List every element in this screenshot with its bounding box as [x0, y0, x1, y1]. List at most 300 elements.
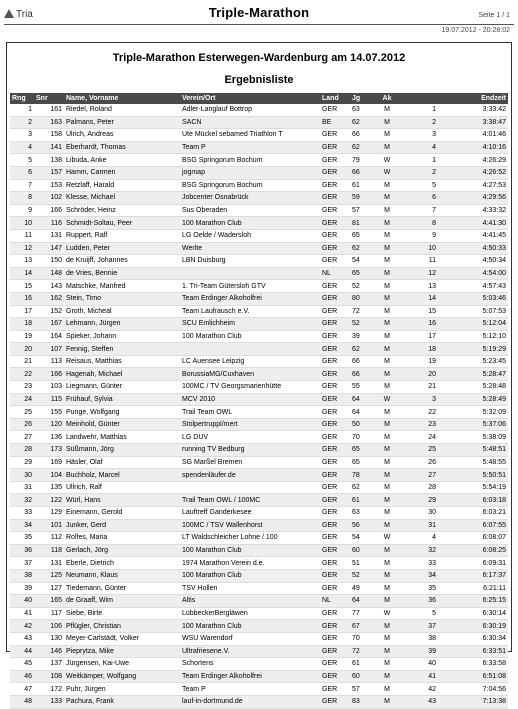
- cell-land: GER: [320, 569, 350, 582]
- cell-endzeit: 6:08:25: [438, 544, 508, 557]
- cell-rng: 27: [10, 431, 34, 444]
- cell-verein: lauf-in-dortmund.de: [180, 695, 320, 708]
- cell-rng: 3: [10, 129, 34, 142]
- cell-verein: TSV Hollen: [180, 582, 320, 595]
- cell-verein: SACN: [180, 116, 320, 129]
- cell-endzeit: 5:28:47: [438, 368, 508, 381]
- cell-ak-rank: 42: [402, 683, 438, 696]
- cell-name: Eberle, Dietrich: [64, 557, 180, 570]
- cell-name: Hagenah, Michael: [64, 368, 180, 381]
- cell-ak: M: [372, 192, 402, 205]
- cell-jg: 55: [350, 381, 372, 394]
- cell-name: Pachura, Frank: [64, 695, 180, 708]
- cell-ak-rank: 1: [402, 104, 438, 116]
- table-row: [10, 444, 508, 457]
- cell-ak-rank: 2: [402, 166, 438, 179]
- cell-snr: 135: [34, 481, 64, 494]
- table-row: [10, 280, 508, 293]
- document-title: Triple-Marathon: [208, 5, 310, 20]
- cell-land: GER: [320, 355, 350, 368]
- cell-land: GER: [320, 217, 350, 230]
- table-row: [10, 607, 508, 620]
- cell-endzeit: 6:33:51: [438, 645, 508, 658]
- cell-endzeit: 5:48:51: [438, 444, 508, 457]
- cell-jg: 62: [350, 242, 372, 255]
- list-subtitle: Ergebnisliste: [224, 74, 294, 86]
- cell-ak: M: [372, 217, 402, 230]
- cell-land: GER: [320, 444, 350, 457]
- cell-endzeit: 4:50:33: [438, 242, 508, 255]
- cell-land: GER: [320, 620, 350, 633]
- cell-name: Lehmann, Jürgen: [64, 318, 180, 331]
- cell-verein: 100 Marathon Club: [180, 544, 320, 557]
- cell-endzeit: 6:30:14: [438, 607, 508, 620]
- cell-ak-rank: 14: [402, 292, 438, 305]
- cell-rng: 11: [10, 229, 34, 242]
- cell-ak-rank: 17: [402, 330, 438, 343]
- cell-endzeit: 6:08:07: [438, 532, 508, 545]
- cell-ak-rank: 20: [402, 368, 438, 381]
- cell-verein: jogmap: [180, 166, 320, 179]
- cell-verein: Stolpertruppl/mert: [180, 418, 320, 431]
- cell-ak-rank: 43: [402, 695, 438, 708]
- cell-name: Schröder, Heinz: [64, 204, 180, 217]
- table-row: [10, 217, 508, 230]
- cell-jg: 61: [350, 658, 372, 671]
- cell-rng: 15: [10, 280, 34, 293]
- cell-jg: 70: [350, 632, 372, 645]
- event-title: Triple-Marathon Esterwegen-Wardenburg am 14.07.2012: [112, 52, 406, 64]
- cell-snr: 161: [34, 104, 64, 116]
- cell-jg: 66: [350, 368, 372, 381]
- cell-ak-rank: 30: [402, 507, 438, 520]
- cell-name: Buchholz, Marcel: [64, 469, 180, 482]
- cell-endzeit: 5:32:09: [438, 406, 508, 419]
- cell-verein: 100 Marathon Club: [180, 217, 320, 230]
- cell-endzeit: 4:33:32: [438, 204, 508, 217]
- cell-name: Pflügler, Christian: [64, 620, 180, 633]
- cell-endzeit: 5:37:06: [438, 418, 508, 431]
- cell-rng: 5: [10, 154, 34, 167]
- table-row: [10, 431, 508, 444]
- cell-verein: [180, 343, 320, 356]
- cell-endzeit: 6:03:18: [438, 494, 508, 507]
- cell-name: Tiedemann, Günter: [64, 582, 180, 595]
- table-row: [10, 242, 508, 255]
- cell-rng: 46: [10, 670, 34, 683]
- table-row: [10, 129, 508, 142]
- cell-land: GER: [320, 406, 350, 419]
- cell-rng: 45: [10, 658, 34, 671]
- cell-rng: 22: [10, 368, 34, 381]
- cell-land: GER: [320, 166, 350, 179]
- cell-rng: 12: [10, 242, 34, 255]
- cell-jg: 65: [350, 444, 372, 457]
- cell-endzeit: 7:13:38: [438, 695, 508, 708]
- cell-endzeit: 5:38:09: [438, 431, 508, 444]
- cell-endzeit: 6:09:31: [438, 557, 508, 570]
- cell-rng: 43: [10, 632, 34, 645]
- cell-rng: 40: [10, 595, 34, 608]
- cell-snr: 104: [34, 469, 64, 482]
- cell-snr: 101: [34, 519, 64, 532]
- cell-ak: M: [372, 469, 402, 482]
- cell-ak-rank: 28: [402, 481, 438, 494]
- cell-verein: LC Auensee Leipzig: [180, 355, 320, 368]
- cell-snr: 137: [34, 658, 64, 671]
- cell-snr: 103: [34, 381, 64, 394]
- cell-verein: Lauftreff Ganderkesee: [180, 507, 320, 520]
- cell-jg: 65: [350, 267, 372, 280]
- cell-ak-rank: 26: [402, 456, 438, 469]
- cell-name: de Kruijff, Johannes: [64, 255, 180, 268]
- cell-ak: M: [372, 519, 402, 532]
- table-row: [10, 229, 508, 242]
- cell-snr: 131: [34, 557, 64, 570]
- cell-endzeit: 4:41:30: [438, 217, 508, 230]
- table-row: [10, 658, 508, 671]
- cell-rng: 38: [10, 569, 34, 582]
- cell-ak-rank: 40: [402, 658, 438, 671]
- cell-land: GER: [320, 632, 350, 645]
- cell-snr: 106: [34, 620, 64, 633]
- cell-ak-rank: 11: [402, 255, 438, 268]
- cell-name: Einemann, Gerold: [64, 507, 180, 520]
- cell-land: GER: [320, 481, 350, 494]
- cell-rng: 39: [10, 582, 34, 595]
- cell-name: Ulrich, Andreas: [64, 129, 180, 142]
- table-row: [10, 381, 508, 394]
- cell-ak-rank: 8: [402, 217, 438, 230]
- cell-rng: 32: [10, 494, 34, 507]
- cell-ak-rank: 41: [402, 670, 438, 683]
- cell-land: GER: [320, 242, 350, 255]
- cell-rng: 16: [10, 292, 34, 305]
- cell-jg: 77: [350, 607, 372, 620]
- table-row: [10, 456, 508, 469]
- table-header-row: [10, 93, 508, 104]
- cell-name: Häsler, Olaf: [64, 456, 180, 469]
- cell-verein: Trail Team OWL: [180, 406, 320, 419]
- cell-ak-rank: 4: [402, 532, 438, 545]
- table-row: [10, 292, 508, 305]
- cell-endzeit: 5:12:04: [438, 318, 508, 331]
- cell-jg: 66: [350, 166, 372, 179]
- cell-rng: 24: [10, 393, 34, 406]
- cell-rng: 47: [10, 683, 34, 696]
- cell-ak: M: [372, 507, 402, 520]
- cell-endzeit: 6:25:15: [438, 595, 508, 608]
- cell-endzeit: 5:28:49: [438, 393, 508, 406]
- cell-jg: 60: [350, 544, 372, 557]
- cell-ak-rank: 15: [402, 305, 438, 318]
- cell-land: GER: [320, 368, 350, 381]
- cell-endzeit: 4:29:56: [438, 192, 508, 205]
- cell-rng: 10: [10, 217, 34, 230]
- cell-land: GER: [320, 507, 350, 520]
- cell-ak-rank: 29: [402, 494, 438, 507]
- cell-name: Palmans, Peter: [64, 116, 180, 129]
- col-ak: Ak: [372, 93, 402, 104]
- cell-snr: 143: [34, 280, 64, 293]
- cell-verein: Ute Mückel sebamed Triathlon T: [180, 129, 320, 142]
- cell-name: Spieker, Johann: [64, 330, 180, 343]
- cell-rng: 35: [10, 532, 34, 545]
- cell-rng: 34: [10, 519, 34, 532]
- table-row: [10, 330, 508, 343]
- cell-land: GER: [320, 330, 350, 343]
- cell-name: Puhr, Jürgen: [64, 683, 180, 696]
- cell-ak-rank: 31: [402, 519, 438, 532]
- cell-snr: 108: [34, 670, 64, 683]
- cell-endzeit: 4:50:34: [438, 255, 508, 268]
- cell-ak: W: [372, 166, 402, 179]
- table-row: [10, 695, 508, 708]
- cell-verein: BorussiaMG/Cuxhaven: [180, 368, 320, 381]
- cell-ak-rank: 33: [402, 557, 438, 570]
- cell-jg: 49: [350, 582, 372, 595]
- table-row: [10, 507, 508, 520]
- cell-ak-rank: 3: [402, 393, 438, 406]
- cell-ak-rank: 1: [402, 154, 438, 167]
- col-endzeit: Endzeit: [438, 93, 508, 104]
- table-row: [10, 595, 508, 608]
- cell-name: Jürgensen, Kai-Uwe: [64, 658, 180, 671]
- cell-name: Liegmann, Günter: [64, 381, 180, 394]
- cell-ak: W: [372, 393, 402, 406]
- cell-name: de Vries, Bennie: [64, 267, 180, 280]
- cell-snr: 166: [34, 204, 64, 217]
- cell-ak: M: [372, 267, 402, 280]
- table-row: [10, 532, 508, 545]
- cell-snr: 157: [34, 166, 64, 179]
- cell-jg: 62: [350, 481, 372, 494]
- cell-rng: 31: [10, 481, 34, 494]
- cell-ak: M: [372, 658, 402, 671]
- cell-snr: 166: [34, 368, 64, 381]
- cell-land: GER: [320, 229, 350, 242]
- cell-jg: 52: [350, 318, 372, 331]
- cell-ak-rank: 39: [402, 645, 438, 658]
- cell-name: Matschke, Manfred: [64, 280, 180, 293]
- cell-land: GER: [320, 318, 350, 331]
- cell-name: Meinhold, Günter: [64, 418, 180, 431]
- cell-land: GER: [320, 582, 350, 595]
- cell-ak: M: [372, 670, 402, 683]
- col-name: Name, Vorname: [64, 93, 180, 104]
- cell-rng: 29: [10, 456, 34, 469]
- cell-rng: 18: [10, 318, 34, 331]
- cell-jg: 59: [350, 192, 372, 205]
- table-row: [10, 192, 508, 205]
- table-row: [10, 141, 508, 154]
- cell-land: GER: [320, 695, 350, 708]
- cell-verein: Team Erdinger Alkoholfrei: [180, 292, 320, 305]
- cell-ak: M: [372, 683, 402, 696]
- cell-rng: 26: [10, 418, 34, 431]
- table-row: [10, 343, 508, 356]
- cell-land: GER: [320, 494, 350, 507]
- table-row: [10, 305, 508, 318]
- cell-jg: 79: [350, 154, 372, 167]
- col-land: Land: [320, 93, 350, 104]
- cell-ak: M: [372, 305, 402, 318]
- cell-rng: 13: [10, 255, 34, 268]
- cell-ak-rank: 25: [402, 444, 438, 457]
- cell-verein: BSG Springorum Bochum: [180, 154, 320, 167]
- cell-jg: 62: [350, 141, 372, 154]
- cell-snr: 125: [34, 569, 64, 582]
- cell-verein: SG Marßel Bremen: [180, 456, 320, 469]
- cell-ak: M: [372, 620, 402, 633]
- cell-jg: 54: [350, 532, 372, 545]
- cell-jg: 65: [350, 456, 372, 469]
- cell-verein: SCU Emlichheim: [180, 318, 320, 331]
- cell-endzeit: 4:01:46: [438, 129, 508, 142]
- cell-endzeit: 6:07:55: [438, 519, 508, 532]
- cell-ak-rank: 32: [402, 544, 438, 557]
- cell-name: Junker, Gerd: [64, 519, 180, 532]
- cell-ak: M: [372, 104, 402, 116]
- cell-ak: M: [372, 255, 402, 268]
- cell-land: GER: [320, 670, 350, 683]
- table-row: [10, 255, 508, 268]
- cell-snr: 127: [34, 582, 64, 595]
- cell-jg: 66: [350, 129, 372, 142]
- cell-jg: 56: [350, 519, 372, 532]
- cell-verein: LG DUV: [180, 431, 320, 444]
- cell-rng: 17: [10, 305, 34, 318]
- cell-endzeit: 4:57:43: [438, 280, 508, 293]
- cell-verein: spendenläufer.de: [180, 469, 320, 482]
- cell-verein: LübbeckerBergläwen: [180, 607, 320, 620]
- cell-ak: M: [372, 557, 402, 570]
- table-row: [10, 582, 508, 595]
- cell-name: Punge, Wolfgang: [64, 406, 180, 419]
- cell-endzeit: 7:04:56: [438, 683, 508, 696]
- cell-verein: MCV 2010: [180, 393, 320, 406]
- table-row: [10, 569, 508, 582]
- cell-verein: running TV Bedburg: [180, 444, 320, 457]
- cell-land: GER: [320, 179, 350, 192]
- cell-rng: 20: [10, 343, 34, 356]
- cell-verein: 100 Marathon Club: [180, 620, 320, 633]
- cell-ak-rank: 36: [402, 595, 438, 608]
- cell-name: Rolfes, Maria: [64, 532, 180, 545]
- cell-endzeit: 5:03:46: [438, 292, 508, 305]
- cell-endzeit: 5:19:29: [438, 343, 508, 356]
- cell-ak: M: [372, 595, 402, 608]
- page-header: [0, 0, 518, 40]
- cell-ak-rank: 34: [402, 569, 438, 582]
- cell-land: GER: [320, 393, 350, 406]
- cell-verein: Team P: [180, 141, 320, 154]
- table-row: [10, 406, 508, 419]
- cell-snr: 113: [34, 355, 64, 368]
- cell-land: GER: [320, 305, 350, 318]
- table-row: [10, 393, 508, 406]
- cell-jg: 52: [350, 280, 372, 293]
- cell-rng: 19: [10, 330, 34, 343]
- cell-ak-rank: 37: [402, 620, 438, 633]
- cell-ak: M: [372, 494, 402, 507]
- cell-ak: M: [372, 695, 402, 708]
- cell-endzeit: 6:30:19: [438, 620, 508, 633]
- cell-ak-rank: 24: [402, 431, 438, 444]
- table-row: [10, 683, 508, 696]
- cell-jg: 51: [350, 557, 372, 570]
- cell-land: GER: [320, 658, 350, 671]
- cell-ak: M: [372, 204, 402, 217]
- cell-snr: 173: [34, 444, 64, 457]
- cell-ak: M: [372, 431, 402, 444]
- cell-snr: 130: [34, 632, 64, 645]
- cell-ak: M: [372, 381, 402, 394]
- cell-endzeit: 3:38:47: [438, 116, 508, 129]
- cell-ak-rank: 7: [402, 204, 438, 217]
- cell-ak: M: [372, 418, 402, 431]
- col-rng: Rng: [10, 93, 34, 104]
- cell-land: GER: [320, 645, 350, 658]
- cell-verein: BSG Springorum Bochum: [180, 179, 320, 192]
- cell-name: Eberhardt, Thomas: [64, 141, 180, 154]
- cell-land: GER: [320, 343, 350, 356]
- cell-land: GER: [320, 557, 350, 570]
- table-row: [10, 519, 508, 532]
- cell-ak-rank: 4: [402, 141, 438, 154]
- table-row: [10, 645, 508, 658]
- cell-name: Hamm, Carmen: [64, 166, 180, 179]
- cell-snr: 147: [34, 242, 64, 255]
- table-row: [10, 469, 508, 482]
- cell-snr: 133: [34, 695, 64, 708]
- cell-snr: 120: [34, 418, 64, 431]
- cell-snr: 165: [34, 595, 64, 608]
- cell-land: GER: [320, 104, 350, 116]
- cell-verein: 100MC / TV Georgsmarienhütte: [180, 381, 320, 394]
- table-row: [10, 116, 508, 129]
- cell-jg: 63: [350, 104, 372, 116]
- cell-name: Fennig, Steffen: [64, 343, 180, 356]
- cell-endzeit: 6:03:21: [438, 507, 508, 520]
- cell-verein: Schortens: [180, 658, 320, 671]
- cell-endzeit: 6:33:58: [438, 658, 508, 671]
- cell-land: GER: [320, 141, 350, 154]
- cell-ak-rank: 5: [402, 607, 438, 620]
- cell-name: Retzlaff, Harald: [64, 179, 180, 192]
- cell-name: Stein, Timo: [64, 292, 180, 305]
- cell-verein: 1. Tri-Team Gütersloh GTV: [180, 280, 320, 293]
- cell-jg: 78: [350, 469, 372, 482]
- cell-ak: M: [372, 569, 402, 582]
- cell-name: Groth, Micheal: [64, 305, 180, 318]
- cell-name: Gerlach, Jörg: [64, 544, 180, 557]
- cell-land: GER: [320, 381, 350, 394]
- cell-ak: M: [372, 242, 402, 255]
- cell-ak: M: [372, 141, 402, 154]
- table-row: [10, 179, 508, 192]
- cell-verein: WSU Warendorf: [180, 632, 320, 645]
- cell-ak-rank: 23: [402, 418, 438, 431]
- cell-name: Weitkämper, Wolfgang: [64, 670, 180, 683]
- cell-verein: LBN Duisburg: [180, 255, 320, 268]
- cell-jg: 63: [350, 507, 372, 520]
- cell-jg: 67: [350, 620, 372, 633]
- cell-jg: 50: [350, 418, 372, 431]
- cell-land: GER: [320, 607, 350, 620]
- cell-jg: 65: [350, 229, 372, 242]
- cell-ak-rank: 2: [402, 116, 438, 129]
